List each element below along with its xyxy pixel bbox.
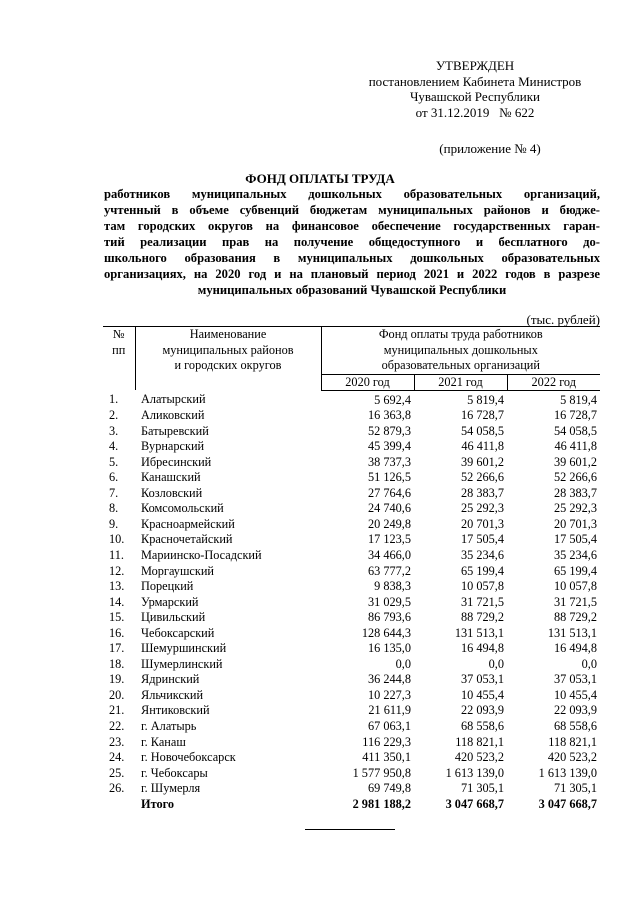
table-row bbox=[103, 641, 600, 657]
value-2020: 24 740,6 bbox=[367, 501, 411, 516]
row-number: 19. bbox=[109, 672, 125, 687]
table-row bbox=[103, 424, 600, 440]
value-2021: 39 601,2 bbox=[460, 454, 504, 469]
value-2021: 5 819,4 bbox=[467, 392, 504, 407]
value-2020: 21 611,9 bbox=[368, 703, 411, 718]
value-2022: 39 601,2 bbox=[553, 454, 598, 469]
value-2022: 20 701,3 bbox=[553, 516, 598, 531]
table-row bbox=[103, 564, 600, 580]
table-row bbox=[103, 766, 600, 782]
value-2022: 65 199,4 bbox=[553, 563, 598, 578]
approval-line-1: постановлением Кабинета Министров bbox=[368, 73, 582, 89]
district-name: Порецкий bbox=[141, 579, 194, 594]
table-row bbox=[103, 390, 600, 408]
value-2021: 16 494,8 bbox=[460, 641, 504, 656]
row-number: 18. bbox=[109, 656, 125, 671]
value-2020: 411 350,1 bbox=[362, 750, 411, 765]
district-name: Ядринский bbox=[141, 672, 200, 687]
approval-line-2: Чувашской Республики bbox=[409, 89, 541, 104]
row-number: 25. bbox=[109, 765, 125, 780]
row-number: 5. bbox=[109, 454, 119, 469]
row-number: 4. bbox=[109, 439, 119, 454]
row-number: 8. bbox=[109, 501, 119, 516]
row-number: 22. bbox=[109, 718, 125, 733]
header-fund: Фонд оплаты труда работников муниципальных дошкольных образовательных организаций bbox=[321, 327, 600, 375]
district-name: Янтиковский bbox=[141, 703, 210, 718]
value-2020: 52 879,3 bbox=[367, 423, 411, 438]
district-name: Моргаушский bbox=[141, 563, 215, 578]
value-2020: 16 363,8 bbox=[367, 408, 411, 423]
district-name: г. Алатырь bbox=[141, 718, 197, 733]
value-2020: 20 249,8 bbox=[367, 516, 411, 531]
value-2022: 1 613 139,0 bbox=[538, 765, 598, 780]
value-2020: 67 063,1 bbox=[367, 718, 411, 733]
value-2021: 131 513,1 bbox=[454, 625, 504, 640]
district-name: Чебоксарский bbox=[141, 625, 215, 640]
total-label: Итого bbox=[141, 796, 175, 811]
value-2021: 68 558,6 bbox=[460, 718, 504, 733]
value-2021: 52 266,6 bbox=[460, 470, 504, 485]
units-label: (тыс. рублей) bbox=[526, 312, 600, 327]
district-name: Шумерлинский bbox=[141, 656, 223, 671]
value-2020: 10 227,3 bbox=[367, 687, 411, 702]
district-name: г. Канаш bbox=[141, 734, 186, 749]
row-number: 10. bbox=[109, 532, 125, 547]
closing-rule bbox=[305, 829, 395, 830]
district-name: Шемуршинский bbox=[141, 641, 227, 656]
table-row bbox=[103, 517, 600, 533]
subtitle-line: там городских округов на финансовое обеспечение государственных гаран- bbox=[104, 219, 600, 233]
value-2022: 17 505,4 bbox=[553, 532, 598, 547]
table-row bbox=[103, 657, 600, 673]
district-name: Батыревский bbox=[141, 423, 209, 438]
row-number: 26. bbox=[109, 781, 125, 796]
district-name: г. Новочебоксарск bbox=[141, 750, 236, 765]
row-number: 12. bbox=[109, 563, 125, 578]
value-2020: 16 135,0 bbox=[367, 641, 411, 656]
value-2021: 16 728,7 bbox=[460, 408, 504, 423]
value-2020: 63 777,2 bbox=[367, 563, 411, 578]
value-2021: 17 505,4 bbox=[460, 532, 504, 547]
table-row bbox=[103, 439, 600, 455]
row-number: 23. bbox=[109, 734, 125, 749]
total-number-cell bbox=[103, 797, 135, 813]
header-name: Наименование муниципальных районов и городских округов bbox=[135, 327, 321, 391]
table-row bbox=[103, 750, 600, 766]
value-2021: 71 305,1 bbox=[460, 781, 504, 796]
subtitle-line: учтенный в объеме субвенций бюджетам муниципальных районов и бюдже- bbox=[104, 203, 600, 217]
header-number: № пп bbox=[103, 327, 135, 391]
value-2020: 17 123,5 bbox=[367, 532, 411, 547]
district-name: Комсомольский bbox=[141, 501, 224, 516]
district-name: Красноармейский bbox=[141, 516, 235, 531]
subtitle-line: работников муниципальных дошкольных образовательных организаций, bbox=[104, 187, 600, 201]
total-2021: 3 047 668,7 bbox=[445, 796, 504, 811]
table-row bbox=[103, 735, 600, 751]
value-2021: 65 199,4 bbox=[460, 563, 504, 578]
table-row bbox=[103, 595, 600, 611]
value-2021: 28 383,7 bbox=[460, 485, 504, 500]
value-2022: 46 411,8 bbox=[554, 439, 598, 454]
value-2022: 5 819,4 bbox=[560, 392, 598, 407]
total-2022: 3 047 668,7 bbox=[538, 796, 598, 811]
value-2022: 10 057,8 bbox=[553, 579, 598, 594]
value-2021: 1 613 139,0 bbox=[445, 765, 504, 780]
value-2022: 22 093,9 bbox=[553, 703, 598, 718]
district-name: Козловский bbox=[141, 485, 203, 500]
value-2020: 69 749,8 bbox=[367, 781, 411, 796]
value-2022: 10 455,4 bbox=[553, 687, 598, 702]
value-2021: 25 292,3 bbox=[460, 501, 504, 516]
value-2020: 116 229,3 bbox=[362, 734, 411, 749]
approval-heading: УТВЕРЖДЕН bbox=[435, 58, 515, 73]
table-row bbox=[103, 688, 600, 704]
row-number: 14. bbox=[109, 594, 125, 609]
value-2021: 118 821,1 bbox=[455, 734, 504, 749]
table-body bbox=[103, 390, 600, 812]
table-row bbox=[103, 548, 600, 564]
value-2021: 31 721,5 bbox=[460, 594, 504, 609]
table-row bbox=[103, 781, 600, 797]
district-name: г. Шумерля bbox=[141, 781, 201, 796]
row-number: 21. bbox=[109, 703, 125, 718]
row-number: 20. bbox=[109, 687, 125, 702]
header-year-2020: 2020 год bbox=[321, 374, 414, 390]
document-subtitle bbox=[104, 186, 600, 298]
row-number: 17. bbox=[109, 641, 125, 656]
value-2021: 37 053,1 bbox=[460, 672, 504, 687]
value-2020: 31 029,5 bbox=[367, 594, 411, 609]
value-2020: 1 577 950,8 bbox=[352, 765, 411, 780]
district-name: г. Чебоксары bbox=[141, 765, 208, 780]
district-name: Алатырский bbox=[141, 392, 206, 407]
district-name: Мариинско-Посадский bbox=[141, 547, 262, 562]
value-2020: 27 764,6 bbox=[367, 485, 411, 500]
appendix-note: (приложение № 4) bbox=[439, 141, 541, 156]
row-number: 11. bbox=[109, 547, 124, 562]
value-2020: 45 399,4 bbox=[367, 439, 411, 454]
subtitle-line: организациях, на 2020 год и на плановый период 2021 и 2022 годов в разрезе bbox=[104, 267, 600, 281]
district-name: Урмарский bbox=[141, 594, 199, 609]
total-2020: 2 981 188,2 bbox=[352, 796, 411, 811]
table-row bbox=[103, 579, 600, 595]
table-row bbox=[103, 408, 600, 424]
document-title: ФОНД ОПЛАТЫ ТРУДА bbox=[245, 171, 395, 186]
value-2021: 46 411,8 bbox=[461, 439, 504, 454]
value-2020: 0,0 bbox=[395, 656, 411, 671]
value-2022: 35 234,6 bbox=[553, 547, 598, 562]
value-2022: 0,0 bbox=[581, 656, 598, 671]
table-row bbox=[103, 610, 600, 626]
value-2021: 10 057,8 bbox=[460, 579, 504, 594]
table-row bbox=[103, 532, 600, 548]
district-name: Яльчикский bbox=[141, 687, 204, 702]
table-row bbox=[103, 719, 600, 735]
value-2021: 10 455,4 bbox=[460, 687, 504, 702]
value-2022: 54 058,5 bbox=[553, 423, 598, 438]
value-2021: 22 093,9 bbox=[460, 703, 504, 718]
value-2020: 128 644,3 bbox=[361, 625, 411, 640]
table-row bbox=[103, 626, 600, 642]
value-2022: 52 266,6 bbox=[553, 470, 598, 485]
approval-block bbox=[330, 58, 620, 120]
value-2020: 38 737,3 bbox=[367, 454, 411, 469]
payroll-table bbox=[103, 326, 600, 812]
row-number: 9. bbox=[109, 516, 119, 531]
value-2022: 28 383,7 bbox=[553, 485, 598, 500]
subtitle-line: школьного образования в муниципальных дошкольных образовательных bbox=[104, 251, 600, 265]
subtitle-line: муниципальных образований Чувашской Республики bbox=[197, 283, 507, 297]
header-year-2021: 2021 год bbox=[414, 374, 507, 390]
value-2022: 88 729,2 bbox=[553, 610, 598, 625]
value-2020: 9 838,3 bbox=[374, 579, 411, 594]
value-2022: 16 728,7 bbox=[553, 408, 598, 423]
row-number: 15. bbox=[109, 610, 125, 625]
value-2021: 0,0 bbox=[488, 656, 504, 671]
total-row bbox=[103, 797, 600, 813]
value-2021: 20 701,3 bbox=[460, 516, 504, 531]
table-row bbox=[103, 486, 600, 502]
row-number: 16. bbox=[109, 625, 125, 640]
district-name: Вурнарский bbox=[141, 439, 205, 454]
value-2021: 35 234,6 bbox=[460, 547, 504, 562]
value-2022: 16 494,8 bbox=[553, 641, 598, 656]
row-number: 2. bbox=[109, 408, 119, 423]
row-number: 6. bbox=[109, 470, 119, 485]
header-year-2022: 2022 год bbox=[507, 374, 600, 390]
district-name: Канашский bbox=[141, 470, 201, 485]
value-2022: 68 558,6 bbox=[553, 718, 598, 733]
table-row bbox=[103, 703, 600, 719]
value-2022: 420 523,2 bbox=[547, 750, 598, 765]
value-2021: 54 058,5 bbox=[460, 423, 504, 438]
value-2022: 31 721,5 bbox=[553, 594, 598, 609]
district-name: Цивильский bbox=[141, 610, 206, 625]
row-number: 24. bbox=[109, 750, 125, 765]
table-row bbox=[103, 501, 600, 517]
value-2020: 5 692,4 bbox=[374, 392, 411, 407]
table-row bbox=[103, 672, 600, 688]
approval-line-3: от 31.12.2019 № 622 bbox=[415, 104, 535, 120]
value-2021: 420 523,2 bbox=[454, 750, 504, 765]
value-2022: 71 305,1 bbox=[553, 781, 598, 796]
value-2022: 131 513,1 bbox=[547, 625, 598, 640]
row-number: 7. bbox=[109, 485, 119, 500]
subtitle-line: тий реализации прав на получение общедоступного и бесплатного до- bbox=[104, 235, 600, 249]
district-name: Аликовский bbox=[141, 408, 205, 423]
district-name: Красночетайский bbox=[141, 532, 233, 547]
value-2022: 118 821,1 bbox=[548, 734, 598, 749]
row-number: 13. bbox=[109, 579, 125, 594]
table-row bbox=[103, 470, 600, 486]
value-2020: 34 466,0 bbox=[367, 547, 411, 562]
row-number: 3. bbox=[109, 423, 119, 438]
value-2022: 25 292,3 bbox=[553, 501, 598, 516]
value-2020: 86 793,6 bbox=[367, 610, 411, 625]
district-name: Ибресинский bbox=[141, 454, 212, 469]
value-2020: 51 126,5 bbox=[367, 470, 411, 485]
table-row bbox=[103, 455, 600, 471]
row-number: 1. bbox=[109, 392, 119, 407]
value-2022: 37 053,1 bbox=[553, 672, 598, 687]
value-2020: 36 244,8 bbox=[367, 672, 411, 687]
value-2021: 88 729,2 bbox=[460, 610, 504, 625]
